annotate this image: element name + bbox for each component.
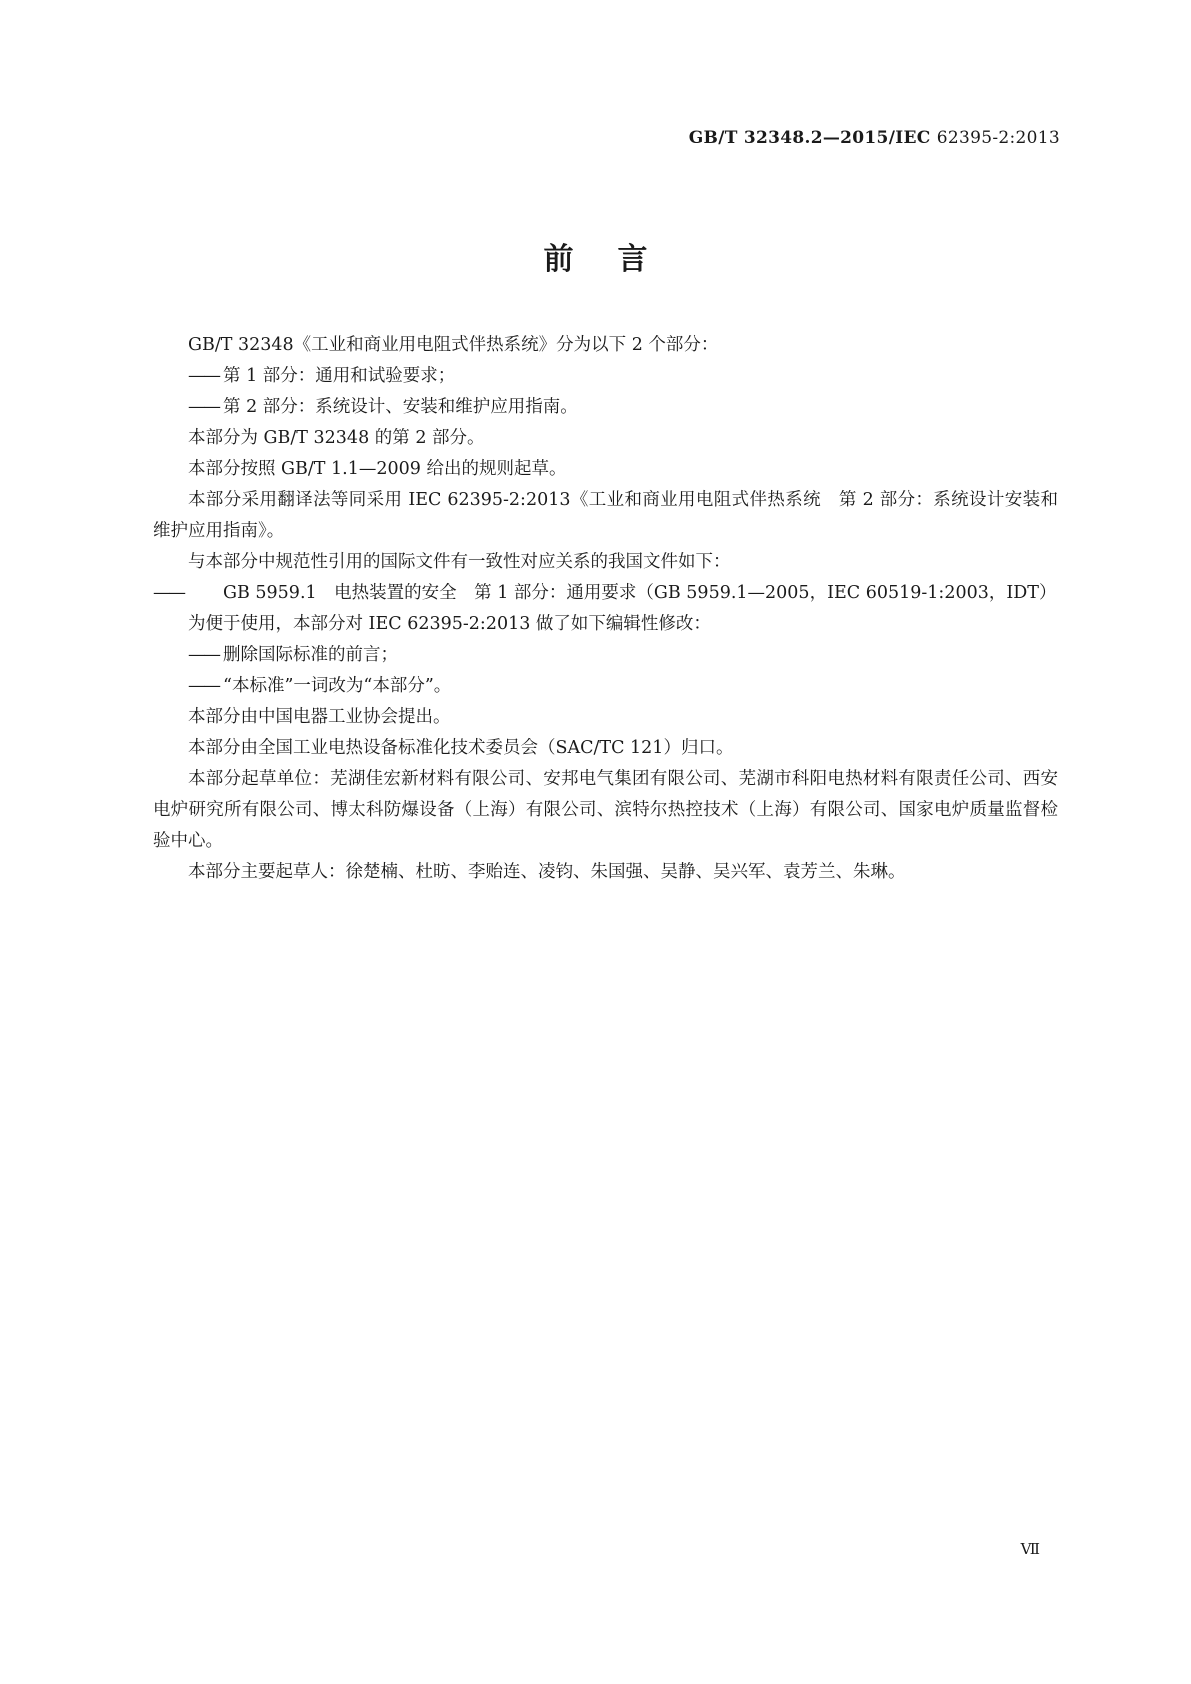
list-item-text: 第 1 部分：通用和试验要求； [223, 366, 456, 386]
gb-standard-code: GB/T 32348.2—2015 [688, 128, 889, 148]
list-item-text: “本标准”一词改为“本部分”。 [223, 676, 452, 696]
list-item-text: 第 2 部分：系统设计、安装和维护应用指南。 [223, 397, 578, 417]
paragraph: 与本部分中规范性引用的国际文件有一致性对应关系的我国文件如下： [188, 552, 731, 572]
list-item [153, 578, 1058, 609]
paragraph: 本部分由全国工业电热设备标准化技术委员会（SAC/TC 121）归口。 [188, 738, 734, 758]
dash-marker: —— [188, 676, 219, 696]
list-item [153, 640, 1058, 671]
paragraph: 为便于使用，本部分对 IEC 62395-2:2013 做了如下编辑性修改： [188, 614, 711, 634]
list-item [153, 392, 1058, 423]
list-item [153, 671, 1058, 702]
iec-standard-code: 62395-2:2013 [936, 128, 1060, 148]
list-item-text: GB 5959.1 电热装置的安全 第 1 部分：通用要求（GB 5959.1—2005，IEC 60519-1:2003，IDT） [223, 583, 1057, 603]
paragraph: 本部分按照 GB/T 1.1—2009 给出的规则起草。 [188, 459, 567, 479]
foreword-body [153, 330, 1058, 888]
paragraph: GB/T 32348《工业和商业用电阻式伴热系统》分为以下 2 个部分： [188, 335, 719, 355]
list-item [153, 361, 1058, 392]
dash-marker: —— [188, 645, 219, 665]
paragraph: 本部分主要起草人：徐楚楠、杜昉、李贻连、凌钧、朱国强、吴静、吴兴军、袁芳兰、朱琳。 [188, 862, 906, 882]
document-header [689, 128, 1060, 148]
page-number: Ⅶ [1020, 1540, 1040, 1558]
dash-marker: —— [188, 366, 219, 386]
paragraph: 本部分由中国电器工业协会提出。 [188, 707, 451, 727]
paragraph: 本部分为 GB/T 32348 的第 2 部分。 [188, 428, 485, 448]
header-separator: / [888, 128, 896, 148]
paragraph: 本部分采用翻译法等同采用 IEC 62395-2:2013《工业和商业用电阻式伴热系统 第 2 部分：系统设计安装和维护应用指南》。 [153, 490, 1058, 541]
paragraph: 本部分起草单位：芜湖佳宏新材料有限公司、安邦电气集团有限公司、芜湖市科阳电热材料有限责任公司、西安电炉研究所有限公司、博太科防爆设备（上海）有限公司、滨特尔热控技术（上海）有限公司、国家电炉质量监督检验中心。 [153, 769, 1058, 851]
iec-standard-prefix: IEC [895, 128, 937, 148]
page-title: 前言 [543, 242, 692, 277]
dash-marker: —— [153, 583, 184, 603]
list-item-text: 删除国际标准的前言； [223, 645, 398, 665]
dash-marker: —— [188, 397, 219, 417]
